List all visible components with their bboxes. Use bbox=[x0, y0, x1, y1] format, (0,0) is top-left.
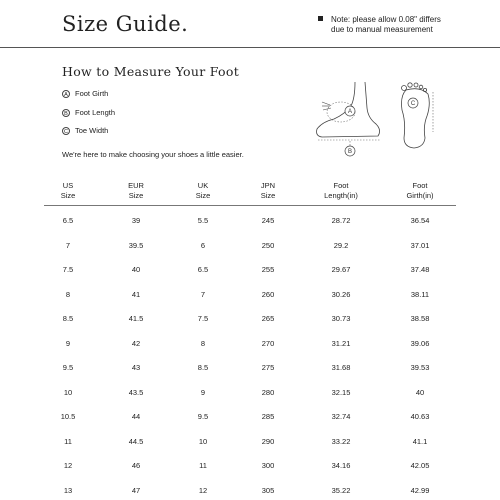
page-title: Size Guide. bbox=[62, 12, 189, 36]
table-cell: 250 bbox=[261, 240, 275, 250]
table-cell: 42 bbox=[131, 338, 141, 348]
table-cell: 29.67 bbox=[331, 265, 351, 274]
column-header-line: Size bbox=[195, 191, 211, 200]
column-header-line: Foot bbox=[412, 181, 428, 190]
table-divider bbox=[44, 205, 456, 206]
table-cell: 13 bbox=[63, 485, 73, 495]
table-cell: 44.5 bbox=[128, 436, 144, 446]
table-cell: 300 bbox=[261, 461, 275, 470]
table-cell: 11 bbox=[199, 461, 207, 470]
table-cell: 9 bbox=[200, 387, 206, 397]
table-cell: 8 bbox=[65, 289, 71, 299]
column-header-line: EUR bbox=[128, 181, 144, 190]
column-header-line: US bbox=[62, 181, 74, 190]
legend-label: Toe Width bbox=[75, 126, 109, 135]
table-cell: 260 bbox=[261, 289, 275, 299]
section-heading: How to Measure Your Foot bbox=[62, 64, 240, 79]
table-cell: 285 bbox=[261, 412, 275, 421]
table-cell: 6.5 bbox=[197, 265, 209, 274]
intro-text: We're here to make choosing your shoes a little easier. bbox=[62, 150, 244, 159]
table-cell: 265 bbox=[261, 314, 275, 323]
table-cell: 43.5 bbox=[128, 387, 144, 397]
table-cell: 10.5 bbox=[60, 412, 76, 421]
table-cell: 7.5 bbox=[62, 265, 74, 274]
table-cell: 8.5 bbox=[197, 363, 209, 372]
column-header bbox=[168, 181, 238, 201]
table-cell: 6 bbox=[200, 240, 206, 250]
table-cell: 270 bbox=[261, 338, 275, 348]
table-cell: 10 bbox=[198, 436, 208, 446]
table-cell: 8.5 bbox=[62, 314, 74, 323]
table-cell: 34.16 bbox=[331, 461, 351, 470]
table-cell: 36.54 bbox=[410, 216, 430, 225]
table-cell: 12 bbox=[63, 461, 73, 470]
table-cell: 42.99 bbox=[410, 485, 430, 495]
note-line-2: due to manual measurement bbox=[331, 25, 433, 34]
diagram-marker-a: A bbox=[347, 109, 353, 115]
table-cell: 40 bbox=[415, 387, 425, 397]
table-cell: 35.22 bbox=[331, 485, 351, 495]
column-header-line: Size bbox=[260, 191, 276, 200]
column-header-line: UK bbox=[197, 181, 209, 190]
diagram-marker-b: B bbox=[347, 149, 353, 155]
note-line-1: Note: please allow 0.08" differs bbox=[331, 15, 441, 24]
table-cell: 7 bbox=[200, 289, 206, 299]
column-header bbox=[306, 181, 376, 201]
table-cell: 11 bbox=[64, 436, 72, 446]
table-cell: 255 bbox=[261, 265, 275, 274]
table-cell: 12 bbox=[198, 485, 208, 495]
legend-label: Foot Length bbox=[75, 108, 116, 117]
column-header-line: Length(in) bbox=[324, 191, 358, 200]
sole-foot-icon bbox=[402, 83, 430, 148]
table-cell: 40.63 bbox=[410, 412, 430, 421]
column-header bbox=[385, 181, 455, 201]
column-header-line: Girth(in) bbox=[406, 191, 434, 200]
table-cell: 305 bbox=[261, 485, 275, 495]
table-cell: 7.5 bbox=[197, 314, 209, 323]
legend-label: Foot Girth bbox=[75, 89, 109, 98]
table-cell: 33.22 bbox=[331, 436, 351, 446]
column-header bbox=[101, 181, 171, 201]
table-cell: 9.5 bbox=[62, 363, 74, 372]
column-header-line: Size bbox=[60, 191, 76, 200]
column-header-line: Size bbox=[128, 191, 144, 200]
table-cell: 39.06 bbox=[410, 338, 430, 348]
table-cell: 32.74 bbox=[331, 412, 351, 421]
table-cell: 41.1 bbox=[412, 436, 428, 446]
table-cell: 38.11 bbox=[410, 289, 430, 299]
table-cell: 39.53 bbox=[410, 363, 430, 372]
table-cell: 30.73 bbox=[331, 314, 351, 323]
table-cell: 5.5 bbox=[197, 216, 209, 225]
table-cell: 43 bbox=[131, 363, 141, 372]
table-cell: 39.5 bbox=[128, 240, 144, 250]
table-cell: 37.01 bbox=[410, 240, 430, 250]
table-cell: 9 bbox=[65, 338, 71, 348]
marker-c-icon: C bbox=[62, 127, 70, 135]
table-cell: 30.26 bbox=[331, 289, 351, 299]
table-cell: 245 bbox=[261, 216, 275, 225]
table-cell: 7 bbox=[65, 240, 71, 250]
table-cell: 31.21 bbox=[331, 338, 351, 348]
table-cell: 38.58 bbox=[410, 314, 430, 323]
column-header bbox=[233, 181, 303, 201]
marker-b-icon: B bbox=[62, 109, 70, 117]
diagram-marker-c: C bbox=[410, 101, 416, 107]
column-header-line: JPN bbox=[260, 181, 276, 190]
table-cell: 10 bbox=[63, 387, 73, 397]
table-cell: 6.5 bbox=[62, 216, 74, 225]
table-cell: 40 bbox=[131, 265, 141, 274]
table-cell: 9.5 bbox=[197, 412, 209, 421]
table-cell: 31.68 bbox=[331, 363, 351, 372]
table-cell: 42.05 bbox=[410, 461, 430, 470]
table-cell: 275 bbox=[261, 363, 275, 372]
table-cell: 8 bbox=[200, 338, 206, 348]
table-cell: 280 bbox=[261, 387, 275, 397]
marker-a-icon: A bbox=[62, 90, 70, 98]
table-cell: 32.15 bbox=[331, 387, 351, 397]
table-cell: 41.5 bbox=[128, 314, 144, 323]
table-cell: 47 bbox=[131, 485, 141, 495]
column-header-line: Foot bbox=[333, 181, 349, 190]
table-cell: 28.72 bbox=[331, 216, 351, 225]
table-cell: 37.48 bbox=[410, 265, 430, 274]
table-cell: 46 bbox=[131, 461, 141, 470]
table-cell: 29.2 bbox=[333, 240, 349, 250]
table-cell: 290 bbox=[261, 436, 275, 446]
column-header bbox=[33, 181, 103, 201]
table-cell: 41 bbox=[131, 289, 141, 299]
table-cell: 39 bbox=[131, 216, 141, 225]
table-cell: 44 bbox=[131, 412, 141, 421]
